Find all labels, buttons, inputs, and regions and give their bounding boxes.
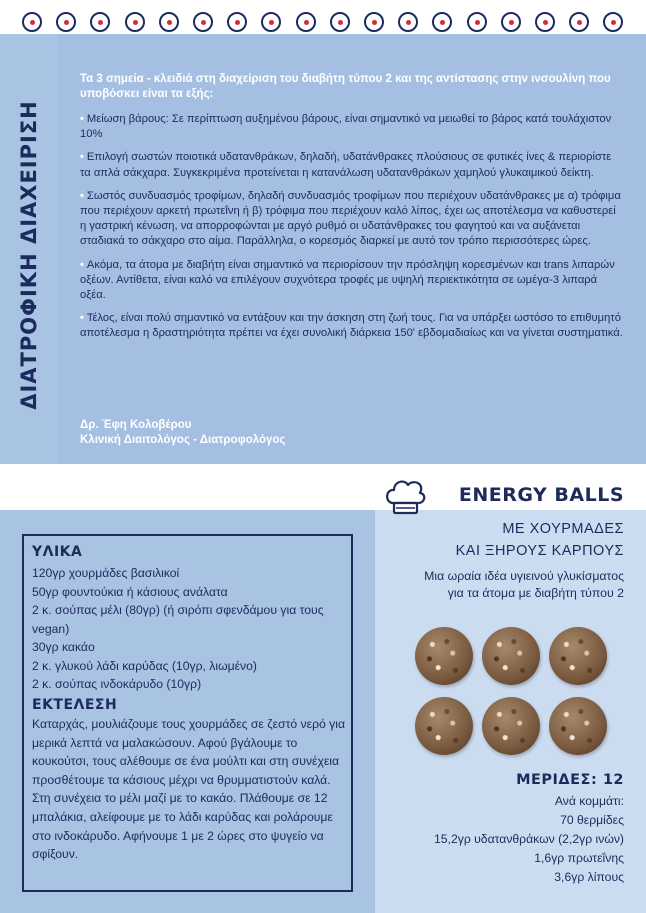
spiral-binding — [0, 0, 646, 36]
chef-hat-icon — [383, 477, 427, 517]
recipe-title: ENERGY BALLS — [458, 484, 624, 506]
ingredient-item: 30γρ κακάο — [32, 640, 95, 654]
nutrition-line: 70 θερμίδες — [560, 813, 624, 827]
bullet-item: • Ακόμα, τα άτομα με διαβήτη είναι σημαντικό να περιορίσουν την πρόσληψη κορεσμένων και trans λιπαρών οξέων. Αντίθετα, είναι καλό να επιλέγουν συχνότερα τροφές με υψηλή περιεκτικότητα σε ωμέγα-3 λιπαρά οξέα. — [80, 258, 615, 302]
recipe-subtitle — [456, 518, 624, 562]
energy-ball — [482, 697, 540, 755]
bullet-icon: • — [80, 189, 84, 202]
ingredient-item: 50γρ φουντούκια ή κάσιους ανάλατα — [32, 584, 228, 599]
bullet-icon: • — [80, 113, 84, 125]
recipe-subtitle-line: ΜΕ ΧΟΥΡΜΑΔΕΣ — [502, 521, 624, 537]
intro-text: Τα 3 σημεία - κλειδιά στη διαχείριση του διαβήτη τύπου 2 και της αντίστασης στην ινσουλίνη που υποβόσκει είναι τα εξής: — [80, 73, 611, 100]
bullet-item: • Τέλος, είναι πολύ σημαντικό να εντάξουν και την άσκηση στη ζωή τους. Για να υπάρξει ωστόσο το επιθυμητό αποτέλεσμα η δραστηριότητα πρέπει να έχει συνολική διάρκεια 150' εβδομαδιαίως και να γίνεται συστηματικά. — [80, 312, 623, 340]
recipe-description-line: Μια ωραία ιδέα υγιεινού γλυκίσματος — [424, 569, 624, 583]
signature — [80, 418, 285, 448]
binding-ring-icon — [56, 12, 76, 32]
signature-name: Δρ. Έφη Κολοβέρου — [80, 419, 192, 431]
energy-ball — [415, 697, 473, 755]
ingredient-item: 2 κ. σούπας μέλι (80γρ) (ή σιρόπι σφενδάμου για τους vegan) — [32, 603, 324, 636]
binding-ring-icon — [398, 12, 418, 32]
recipe-description — [374, 568, 624, 602]
bullet-item: • Σωστός συνδυασμός τροφίμων, δηλαδή συνδυασμός τροφίμων που περιέχουν υδατάνθρακες με α) τρόφιμα που περιέχουν αρκετή πρωτεΐνη ή β) τρόφιμα που περιέχουν καλό λίπος, έχει ως αποτέλεσμα να καθυστερεί η γαστρική κένωση, να απορροφώνται με αργό ρυθμό οι υδατάνθρακες του φαγητού και να αυξάνεται σταδιακά το σάκχαρο στο αίμα. Παράλληλα, ο κορεσμός διαρκεί με αυτό τον τρόπο περισσότερες ώρες. — [80, 189, 621, 248]
binding-ring-icon — [432, 12, 452, 32]
binding-ring-icon — [22, 12, 42, 32]
binding-ring-icon — [296, 12, 316, 32]
ingredient-item: 120γρ χουρμάδες βασιλικοί — [32, 566, 180, 580]
ingredient-item: 2 κ. γλυκού λάδι καρύδας (10γρ, λιωμένο) — [32, 658, 257, 673]
bullet-item: • Επιλογή σωστών ποιοτικά υδατανθράκων, δηλαδή, υδατάνθρακες πλούσιους σε φυτικές ίνες & περιορίστε τα απλά σάκχαρα. Συγκεκριμένα προτείνεται η κατανάλωση υδατανθράκων χαμηλού γλυκαιμικού δείκτη. — [80, 151, 612, 179]
recipe-description-line: για τα άτομα με διαβήτη τύπου 2 — [447, 586, 624, 600]
binding-ring-icon — [569, 12, 589, 32]
energy-balls-image — [410, 622, 610, 757]
nutrition-line: 15,2γρ υδατανθράκων (2,2γρ ινών) — [434, 832, 624, 846]
binding-ring-icon — [330, 12, 350, 32]
bullet-item: • Μείωση βάρους: Σε περίπτωση αυξημένου βάρους, είναι σημαντικό να μειωθεί το βάρος κατά τουλάχιστον 10% — [80, 113, 612, 141]
binding-ring-icon — [193, 12, 213, 32]
binding-ring-icon — [227, 12, 247, 32]
binding-ring-icon — [535, 12, 555, 32]
ingredients-list — [32, 564, 350, 694]
energy-ball — [482, 627, 540, 685]
signature-title: Κλινική Διαιτολόγος - Διατροφολόγος — [80, 434, 286, 446]
recipe-subtitle-line: ΚΑΙ ΞΗΡΟΥΣ ΚΑΡΠΟΥΣ — [455, 543, 624, 559]
binding-ring-icon — [90, 12, 110, 32]
vertical-title-text: ΔΙΑΤΡΟΦΙΚΗ ΔΙΑΧΕΙΡΙΣΗ — [17, 100, 42, 410]
binding-ring-icon — [364, 12, 384, 32]
binding-ring-icon — [603, 12, 623, 32]
execution-heading: ΕΚΤΕΛΕΣΗ — [32, 697, 118, 713]
energy-ball — [549, 627, 607, 685]
nutrition-facts — [434, 792, 624, 887]
bullet-icon: • — [80, 312, 84, 325]
vertical-title — [4, 90, 54, 420]
ingredients-heading: ΥΛΙΚΑ — [32, 544, 83, 560]
binding-ring-icon — [261, 12, 281, 32]
nutrition-line: Ανά κομμάτι: — [554, 794, 624, 808]
energy-ball — [549, 697, 607, 755]
nutrition-line: 3,6γρ λίπους — [554, 870, 624, 884]
energy-ball — [415, 627, 473, 685]
binding-ring-icon — [159, 12, 179, 32]
binding-ring-icon — [125, 12, 145, 32]
bullet-list — [80, 112, 625, 350]
ingredient-item: 2 κ. σούπας ινδοκάρυδο (10γρ) — [32, 677, 202, 691]
binding-ring-icon — [501, 12, 521, 32]
binding-ring-icon — [467, 12, 487, 32]
bullet-icon: • — [80, 258, 84, 271]
bullet-icon: • — [80, 151, 84, 164]
execution-text: Καταρχάς, μουλιάζουμε τους χουρμάδες σε ζεστό νερό για μερικά λεπτά να μαλακώσουν. Αφού βγάλουμε το κουκούτσι, τους αλέθουμε σε ένα μούλτι και στη συνέχεια προσθέτουμε τα κάσιους μέχρι να θρυμματιστούν καλά. Στη συνέχεια το μέλι μαζί με το κακάο. Πλάθουμε σε 12 μπαλάκια, αλείφουμε με το λάδι καρύδας και ρολάρουμε στο ινδοκάρυδο. Αφήνουμε 1 με 2 ώρες στο ψυγείο να σφίξουν. — [32, 717, 346, 862]
nutrition-line: 1,6γρ πρωτεΐνης — [534, 851, 624, 865]
portions-heading: ΜΕΡΙΔΕΣ: 12 — [516, 772, 624, 788]
